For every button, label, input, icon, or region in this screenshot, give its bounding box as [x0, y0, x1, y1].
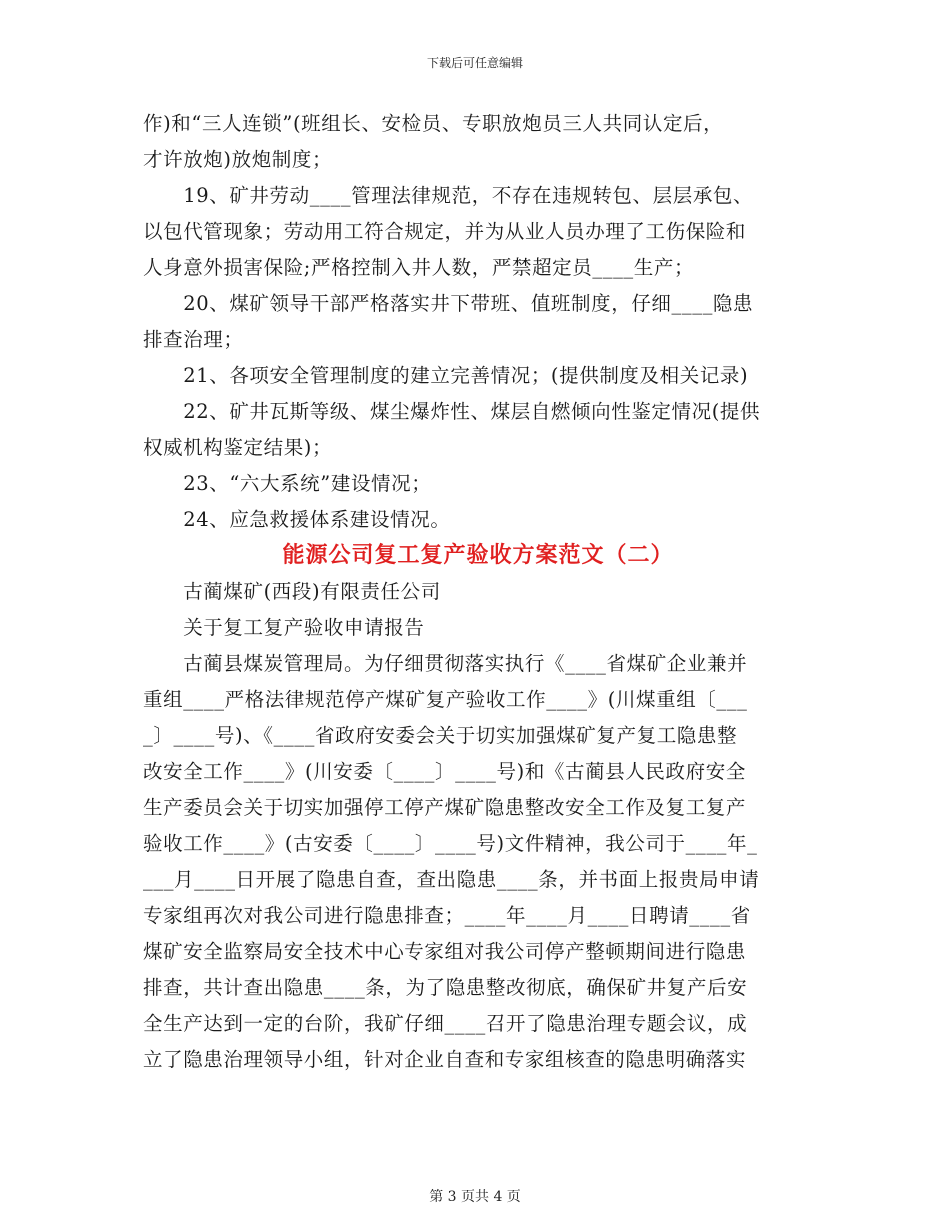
document-body: [143, 106, 813, 1078]
text-line: _〕____号)、《____省政府安委会关于切实加强煤矿复产复工隐患整: [143, 724, 738, 747]
text-line: ___月____日开展了隐患自查，查出隐患____条，并书面上报贵局申请: [143, 868, 760, 891]
text-line: 生产委员会关于切实加强停工停产煤矿隐患整改安全工作及复工复产: [143, 796, 747, 819]
text-line: 改安全工作____》(川安委〔____〕____号)和《古蔺县人民政府安全: [143, 760, 746, 783]
text-line: 古蔺煤矿(西段)有限责任公司: [143, 580, 441, 603]
text-line: 排查治理；: [143, 328, 244, 351]
text-line: 作)和“三人连锁”(班组长、安检员、专职放炮员三人共同认定后，: [143, 112, 724, 135]
section-title: 能源公司复工复产验收方案范文（二）: [282, 543, 674, 568]
text-line: 19、矿井劳动____管理法律规范，不存在违规转包、层层承包、: [143, 184, 754, 207]
text-line: 才许放炮)放炮制度；: [143, 148, 333, 171]
text-line: 以包代管现象；劳动用工符合规定，并为从业人员办理了工伤保险和: [143, 220, 747, 243]
text-line: 验收工作____》(古安委〔____〕____号)文件精神，我公司于____年_: [143, 832, 758, 855]
text-line: 关于复工复产验收申请报告: [143, 616, 425, 639]
text-line: 专家组再次对我公司进行隐患排查；____年____月____日聘请____省: [143, 904, 751, 927]
text-line: 煤矿安全监察局安全技术中心专家组对我公司停产整顿期间进行隐患: [143, 940, 747, 963]
text-line: 全生产达到一定的台阶，我矿仔细____召开了隐患治理专题会议，成: [143, 1012, 748, 1035]
text-line: 23、“六大系统”建设情况；: [143, 472, 432, 495]
text-line: 重组____严格法律规范停产煤矿复产验收工作____》(川煤重组〔___: [143, 688, 748, 711]
text-line: 古蔺县煤炭管理局。为仔细贯彻落实执行《____省煤矿企业兼并: [143, 652, 748, 675]
text-line: 20、煤矿领导干部严格落实井下带班、值班制度，仔细____隐患: [143, 292, 754, 315]
text-line: 人身意外损害保险;严格控制入井人数，严禁超定员____生产；: [143, 256, 695, 279]
text-line: 22、矿井瓦斯等级、煤尘爆炸性、煤层自燃倾向性鉴定情况(提供: [143, 400, 761, 423]
text-line: 立了隐患治理领导小组，针对企业自查和专家组核查的隐患明确落实: [143, 1048, 747, 1071]
page-footer: 第 3 页共 4 页: [429, 1189, 521, 1205]
text-line: 排查，共计查出隐患____条，为了隐患整改彻底，确保矿井复产后安: [143, 976, 748, 999]
text-line: 权威机构鉴定结果)；: [143, 436, 333, 459]
page-header: 下载后可任意编辑: [426, 56, 523, 70]
text-line: 21、各项安全管理制度的建立完善情况；(提供制度及相关记录): [143, 364, 749, 387]
text-line: 24、应急救援体系建设情况。: [143, 508, 451, 531]
